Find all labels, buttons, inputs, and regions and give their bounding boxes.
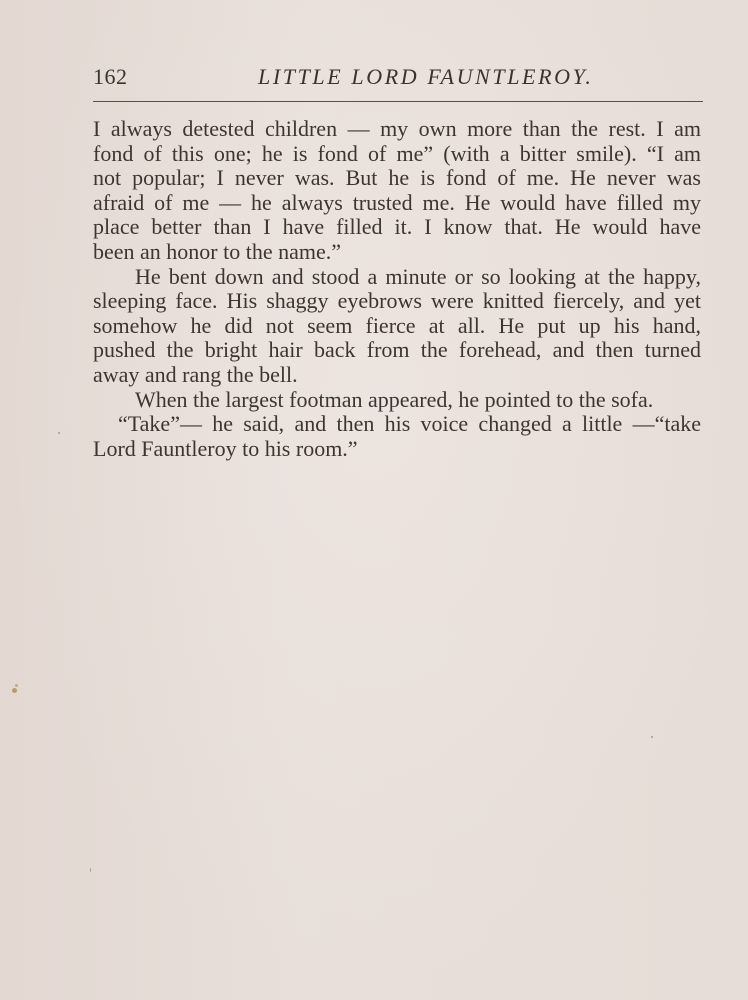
text-line: Lord Fauntleroy to his room.”	[93, 435, 358, 461]
paper-speck	[651, 736, 653, 738]
body-text	[93, 117, 701, 461]
text-line: sleeping face. His shaggy eyebrows were knitted fiercely, and yet	[93, 288, 701, 314]
paper-speck	[90, 868, 91, 872]
text-line: pushed the bright hair back from the forehead, and then turned	[93, 337, 701, 363]
paragraph-1	[93, 117, 701, 265]
page-number: 162	[93, 64, 128, 89]
text-line: afraid of me — he always trusted me. He would have filled my	[93, 189, 701, 215]
text-line: place better than I have filled it. I know that. He would have	[93, 214, 701, 240]
text-line: When the largest footman appeared, he pointed to the sofa.	[135, 386, 654, 412]
page-header	[93, 64, 705, 94]
paper-speck	[12, 688, 17, 693]
text-line: fond of this one; he is fond of me” (with a bitter smile). “I am	[93, 140, 701, 166]
text-line: not popular; I never was. But he is fond of me. He never was	[93, 165, 701, 191]
text-line: away and rang the bell.	[93, 361, 298, 387]
paragraph-3	[93, 388, 701, 413]
paragraph-2	[93, 265, 701, 388]
running-title: LITTLE LORD FAUNTLEROY.	[258, 64, 594, 89]
text-line: somehow he did not seem fierce at all. He put up his hand,	[93, 312, 701, 338]
text-line: I always detested children — my own more than the rest. I am	[93, 116, 701, 141]
text-line: He bent down and stood a minute or so looking at the happy,	[135, 263, 701, 289]
text-line: “Take”— he said, and then his voice changed a little —“take	[118, 411, 701, 437]
header-rule	[93, 101, 703, 102]
text-line: been an honor to the name.”	[93, 238, 342, 264]
paper-speck	[58, 432, 60, 434]
paper-speck	[15, 684, 18, 687]
paragraph-4	[93, 412, 701, 461]
